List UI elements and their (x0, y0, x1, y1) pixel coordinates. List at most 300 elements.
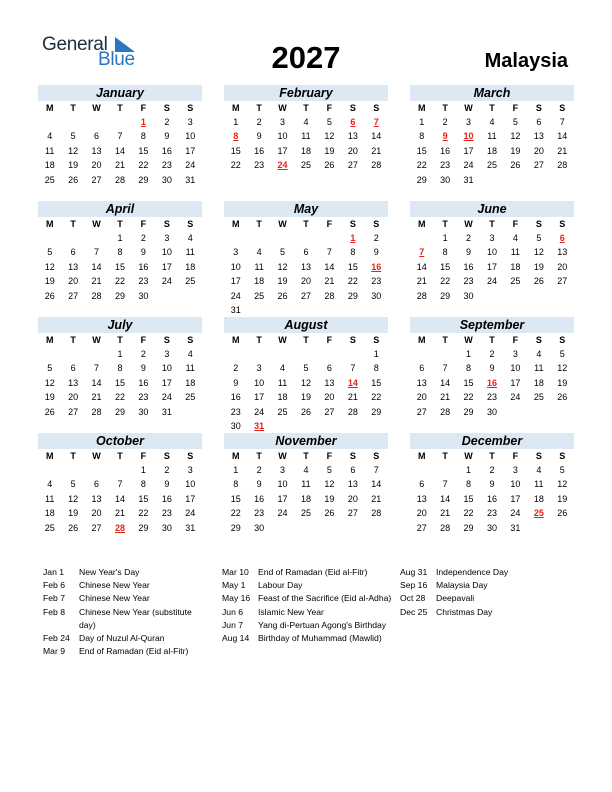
holiday-day: 7 (373, 117, 379, 127)
empty-cell (410, 463, 433, 477)
holiday-day: 28 (114, 522, 125, 533)
day-cell: 27 (347, 160, 358, 171)
month-days-grid (224, 333, 388, 433)
holiday-day: 1 (140, 117, 146, 127)
day-cell: 13 (347, 479, 358, 490)
month-days-grid (224, 217, 388, 317)
day-cell: 10 (277, 479, 288, 490)
day-cell: 2 (489, 465, 495, 475)
day-cell: 24 (510, 508, 521, 519)
day-cell: 23 (486, 508, 497, 519)
day-cell: 17 (161, 261, 172, 272)
day-cell: 4 (187, 349, 193, 359)
day-cell: 23 (440, 160, 451, 171)
day-cell: 29 (114, 406, 125, 417)
holiday-day: 10 (463, 131, 474, 142)
month-august (224, 317, 388, 433)
day-cell: 13 (324, 377, 335, 388)
holiday-name: Malaysia Day (436, 580, 488, 591)
day-cell: 30 (440, 174, 451, 185)
weekday-header: S (163, 103, 170, 113)
day-cell: 6 (419, 363, 425, 374)
day-cell: 25 (44, 174, 55, 185)
logo (40, 34, 140, 70)
weekday-header: T (70, 103, 76, 113)
month-name: September (410, 317, 574, 333)
day-cell: 12 (44, 377, 55, 388)
holiday-day: 16 (486, 377, 497, 388)
day-cell: 4 (303, 117, 309, 127)
month-days-grid (410, 217, 574, 303)
day-cell: 14 (416, 261, 427, 272)
day-cell: 9 (489, 363, 495, 374)
empty-cell (224, 231, 247, 245)
day-cell: 1 (140, 465, 146, 475)
day-cell: 8 (233, 479, 239, 490)
day-cell: 17 (185, 493, 196, 504)
day-cell: 1 (466, 465, 472, 475)
weekday-header: W (92, 219, 101, 229)
weekday-header: W (464, 103, 473, 113)
holiday-column (400, 566, 572, 619)
holiday-name: Chinese New Year (substitute day) (79, 606, 192, 630)
day-cell: 15 (416, 145, 427, 156)
day-cell: 27 (416, 522, 427, 533)
weekday-header: M (417, 451, 426, 461)
day-cell: 29 (230, 522, 241, 533)
day-cell: 5 (280, 247, 286, 258)
day-cell: 29 (440, 290, 451, 301)
day-cell: 13 (416, 377, 427, 388)
day-cell: 21 (371, 493, 382, 504)
day-cell: 21 (416, 276, 427, 287)
day-cell: 8 (419, 131, 425, 142)
day-cell: 26 (44, 406, 55, 417)
day-cell: 1 (117, 349, 123, 359)
day-cell: 2 (466, 233, 472, 243)
weekday-header: S (349, 219, 356, 229)
day-cell: 23 (161, 160, 172, 171)
day-cell: 6 (536, 117, 542, 127)
day-cell: 15 (230, 145, 241, 156)
day-cell: 24 (185, 508, 196, 519)
day-cell: 6 (70, 363, 76, 374)
empty-cell (433, 347, 456, 361)
day-cell: 20 (68, 276, 79, 287)
weekday-header: S (535, 335, 542, 345)
day-cell: 14 (440, 377, 451, 388)
day-cell: 9 (164, 479, 170, 490)
day-cell: 25 (44, 522, 55, 533)
month-days-grid (410, 333, 574, 419)
month-march (410, 85, 574, 187)
month-name: February (224, 85, 388, 101)
day-cell: 19 (557, 377, 568, 388)
day-cell: 10 (161, 247, 172, 258)
weekday-header: W (464, 335, 473, 345)
weekday-header: S (349, 335, 356, 345)
day-cell: 21 (347, 392, 358, 403)
month-january (38, 85, 202, 187)
month-days-grid (410, 101, 574, 187)
day-cell: 1 (233, 465, 239, 475)
day-cell: 20 (68, 392, 79, 403)
holiday-row (222, 606, 394, 619)
day-cell: 13 (68, 377, 79, 388)
holiday-day: 14 (347, 377, 358, 388)
weekday-header: T (303, 451, 309, 461)
day-cell: 2 (164, 117, 170, 127)
day-cell: 4 (187, 233, 193, 243)
month-name: July (38, 317, 202, 333)
holiday-row (400, 592, 572, 605)
weekday-header: T (70, 451, 76, 461)
weekday-header: W (278, 451, 287, 461)
weekday-header: T (117, 335, 123, 345)
day-cell: 21 (371, 145, 382, 156)
weekday-header: T (442, 335, 448, 345)
day-cell: 24 (463, 160, 474, 171)
day-cell: 25 (185, 392, 196, 403)
weekday-header: T (489, 335, 495, 345)
day-cell: 4 (280, 363, 286, 374)
day-cell: 5 (70, 131, 76, 142)
weekday-header: S (349, 103, 356, 113)
holiday-row (43, 566, 203, 579)
day-cell: 16 (463, 261, 474, 272)
day-cell: 4 (256, 247, 262, 258)
day-cell: 7 (559, 117, 565, 127)
day-cell: 27 (91, 174, 102, 185)
day-cell: 12 (533, 247, 544, 258)
holiday-name: Christmas Day (436, 606, 493, 617)
weekday-header: S (187, 335, 194, 345)
day-cell: 12 (277, 261, 288, 272)
weekday-header: W (278, 103, 287, 113)
day-cell: 26 (277, 290, 288, 301)
day-cell: 9 (140, 247, 146, 258)
day-cell: 22 (138, 160, 149, 171)
holiday-row (222, 579, 394, 592)
day-cell: 21 (440, 392, 451, 403)
day-cell: 3 (466, 117, 472, 127)
day-cell: 19 (68, 508, 79, 519)
day-cell: 26 (557, 392, 568, 403)
weekday-header: T (70, 335, 76, 345)
weekday-header: W (464, 451, 473, 461)
day-cell: 15 (347, 261, 358, 272)
empty-cell (410, 347, 433, 361)
day-cell: 18 (533, 377, 544, 388)
day-cell: 13 (416, 493, 427, 504)
day-cell: 28 (114, 174, 125, 185)
day-cell: 10 (277, 131, 288, 142)
day-cell: 29 (138, 522, 149, 533)
day-cell: 13 (68, 261, 79, 272)
day-cell: 22 (463, 392, 474, 403)
day-cell: 6 (303, 247, 309, 258)
weekday-header: M (417, 335, 426, 345)
day-cell: 9 (256, 479, 262, 490)
holiday-row (43, 632, 203, 645)
day-cell: 16 (254, 493, 265, 504)
holiday-date: Jan 1 (43, 567, 65, 577)
day-cell: 17 (230, 276, 241, 287)
day-cell: 18 (277, 392, 288, 403)
holiday-day: 9 (442, 131, 448, 142)
day-cell: 26 (533, 276, 544, 287)
day-cell: 15 (371, 377, 382, 388)
day-cell: 5 (303, 363, 309, 374)
holiday-row (400, 566, 572, 579)
day-cell: 2 (256, 465, 262, 475)
day-cell: 8 (466, 479, 472, 490)
day-cell: 27 (416, 406, 427, 417)
day-cell: 16 (161, 493, 172, 504)
day-cell: 3 (280, 117, 286, 127)
day-cell: 6 (326, 363, 332, 374)
empty-cell (247, 347, 270, 361)
day-cell: 17 (277, 145, 288, 156)
weekday-header: F (140, 335, 147, 345)
weekday-header: T (256, 219, 262, 229)
month-may (224, 201, 388, 317)
day-cell: 28 (91, 406, 102, 417)
day-cell: 30 (486, 406, 497, 417)
day-cell: 7 (326, 247, 332, 258)
day-cell: 21 (91, 392, 102, 403)
empty-cell (318, 231, 341, 245)
day-cell: 20 (347, 145, 358, 156)
day-cell: 27 (347, 508, 358, 519)
weekday-header: F (326, 219, 333, 229)
day-cell: 5 (559, 349, 565, 359)
weekday-header: S (163, 219, 170, 229)
day-cell: 13 (300, 261, 311, 272)
day-cell: 1 (373, 349, 379, 359)
day-cell: 3 (187, 465, 193, 475)
day-cell: 11 (185, 247, 195, 258)
day-cell: 3 (233, 247, 239, 258)
day-cell: 30 (463, 290, 474, 301)
day-cell: 19 (277, 276, 288, 287)
holiday-column (43, 566, 203, 658)
day-cell: 26 (324, 160, 335, 171)
day-cell: 30 (230, 420, 241, 431)
holiday-name: New Year's Day (79, 567, 140, 577)
day-cell: 29 (114, 290, 125, 301)
day-cell: 9 (466, 247, 472, 258)
weekday-header: S (535, 219, 542, 229)
day-cell: 30 (486, 522, 497, 533)
month-february (224, 85, 388, 173)
day-cell: 1 (117, 233, 123, 243)
day-cell: 24 (185, 160, 196, 171)
empty-cell (38, 115, 61, 129)
day-cell: 25 (533, 392, 544, 403)
day-cell: 11 (301, 479, 311, 490)
day-cell: 4 (489, 117, 495, 127)
holiday-row (222, 592, 394, 605)
weekday-header: S (373, 219, 380, 229)
weekday-header: W (278, 219, 287, 229)
day-cell: 2 (442, 117, 448, 127)
empty-cell (85, 115, 108, 129)
day-cell: 12 (557, 479, 568, 490)
day-cell: 29 (347, 290, 358, 301)
day-cell: 6 (70, 247, 76, 258)
day-cell: 29 (463, 522, 474, 533)
weekday-header: M (45, 103, 54, 113)
weekday-header: S (187, 219, 194, 229)
weekday-header: M (417, 103, 426, 113)
day-cell: 4 (47, 131, 53, 142)
holiday-date: Aug 31 (400, 567, 428, 577)
day-cell: 23 (486, 392, 497, 403)
holiday-day: 8 (233, 131, 239, 142)
day-cell: 3 (164, 233, 170, 243)
month-june (410, 201, 574, 303)
weekday-header: M (231, 103, 240, 113)
day-cell: 5 (47, 363, 53, 374)
day-cell: 26 (557, 508, 568, 519)
day-cell: 11 (277, 377, 288, 388)
day-cell: 24 (277, 508, 288, 519)
holiday-date: Jun 6 (222, 606, 244, 617)
day-cell: 26 (68, 174, 79, 185)
day-cell: 30 (371, 290, 382, 301)
weekday-header: F (512, 335, 519, 345)
day-cell: 4 (536, 349, 542, 359)
day-cell: 14 (114, 493, 125, 504)
day-cell: 17 (486, 261, 497, 272)
holiday-name: Chinese New Year (79, 593, 150, 604)
day-cell: 4 (512, 233, 518, 243)
day-cell: 27 (533, 160, 544, 171)
day-cell: 23 (138, 276, 149, 287)
holiday-name: Birthday of Muhammad (Mawlid) (258, 633, 382, 644)
weekday-header: T (303, 335, 309, 345)
weekday-header: T (442, 451, 448, 461)
day-cell: 14 (440, 493, 451, 504)
day-cell: 22 (230, 508, 241, 519)
day-cell: 16 (230, 392, 241, 403)
weekday-header: W (464, 219, 473, 229)
day-cell: 16 (161, 145, 172, 156)
day-cell: 22 (230, 160, 241, 171)
day-cell: 13 (557, 247, 568, 258)
holiday-name: Feast of the Sacrifice (Eid al-Adha) (258, 593, 392, 604)
country-title: Malaysia (484, 50, 568, 72)
weekday-header: F (326, 451, 333, 461)
weekday-header: S (373, 335, 380, 345)
day-cell: 7 (442, 363, 448, 374)
weekday-header: F (512, 219, 519, 229)
day-cell: 19 (44, 392, 55, 403)
month-days-grid (224, 449, 388, 535)
day-cell: 6 (94, 131, 100, 142)
day-cell: 14 (557, 131, 568, 142)
day-cell: 20 (91, 160, 102, 171)
holiday-name: Yang di-Pertuan Agong's Birthday (258, 619, 387, 630)
day-cell: 28 (347, 406, 358, 417)
month-name: January (38, 85, 202, 101)
empty-cell (108, 463, 131, 477)
empty-cell (61, 231, 84, 245)
month-days-grid (38, 449, 202, 535)
day-cell: 12 (68, 145, 79, 156)
empty-cell (433, 463, 456, 477)
day-cell: 31 (185, 522, 196, 533)
day-cell: 3 (187, 117, 193, 127)
weekday-header: T (303, 103, 309, 113)
day-cell: 15 (440, 261, 451, 272)
day-cell: 11 (534, 479, 544, 490)
day-cell: 11 (487, 131, 497, 142)
day-cell: 5 (326, 465, 332, 475)
day-cell: 24 (230, 290, 241, 301)
day-cell: 4 (47, 479, 53, 490)
day-cell: 1 (466, 349, 472, 359)
day-cell: 17 (510, 493, 521, 504)
holiday-name: Independence Day (436, 567, 509, 577)
day-cell: 25 (185, 276, 196, 287)
day-cell: 16 (138, 377, 149, 388)
day-cell: 17 (277, 493, 288, 504)
month-name: October (38, 433, 202, 449)
day-cell: 28 (371, 160, 382, 171)
day-cell: 19 (324, 145, 335, 156)
empty-cell (294, 347, 317, 361)
weekday-header: S (535, 103, 542, 113)
weekday-header: W (92, 103, 101, 113)
month-days-grid (38, 101, 202, 187)
holiday-day: 6 (559, 233, 565, 243)
day-cell: 18 (510, 261, 521, 272)
weekday-header: T (489, 103, 495, 113)
day-cell: 11 (254, 261, 264, 272)
holiday-row (43, 592, 203, 605)
month-days-grid (38, 333, 202, 419)
day-cell: 26 (68, 522, 79, 533)
empty-cell (410, 231, 433, 245)
day-cell: 5 (326, 117, 332, 127)
weekday-header: M (417, 219, 426, 229)
holiday-name: Chinese New Year (79, 580, 150, 591)
holiday-row (222, 566, 394, 579)
day-cell: 20 (557, 261, 568, 272)
day-cell: 21 (114, 160, 125, 171)
day-cell: 12 (44, 261, 55, 272)
day-cell: 21 (440, 508, 451, 519)
day-cell: 20 (533, 145, 544, 156)
day-cell: 12 (300, 377, 311, 388)
day-cell: 3 (280, 465, 286, 475)
day-cell: 24 (254, 406, 265, 417)
day-cell: 23 (230, 406, 241, 417)
day-cell: 2 (233, 363, 239, 374)
day-cell: 7 (373, 465, 379, 475)
day-cell: 5 (70, 479, 76, 490)
weekday-header: F (140, 103, 147, 113)
weekday-header: W (278, 335, 287, 345)
empty-cell (224, 347, 247, 361)
day-cell: 30 (138, 290, 149, 301)
empty-cell (85, 347, 108, 361)
day-cell: 18 (300, 145, 311, 156)
day-cell: 22 (416, 160, 427, 171)
day-cell: 25 (486, 160, 497, 171)
